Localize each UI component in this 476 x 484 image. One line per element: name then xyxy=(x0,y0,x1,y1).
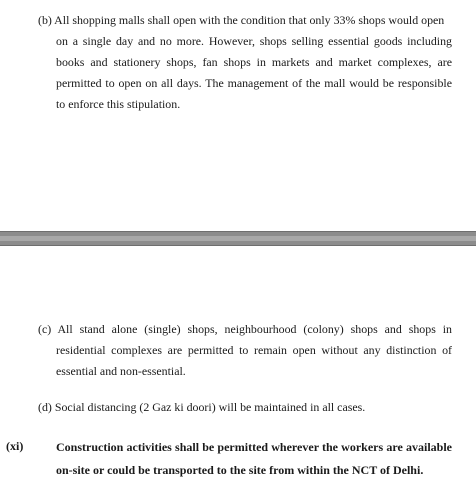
paragraph-c-first-line: (c) All stand alone (single) shops, neighbourhood (colony) shops and shops in xyxy=(38,322,452,336)
paragraph-c-continuation: residential complexes are permitted to remain open without any distinction of essential and non-essential. xyxy=(56,343,452,378)
page-separator xyxy=(0,231,476,246)
document-page-bottom xyxy=(0,246,476,484)
page-separator-inner xyxy=(0,236,476,241)
item-xi-text: Construction activities shall be permitted wherever the workers are available on-site or could be transported to the site from within the NCT of Delhi. xyxy=(56,440,452,477)
document-page-top xyxy=(0,0,476,231)
paragraph-b-continuation: on a single day and no more. However, shops selling essential goods including books and stationery shops, fan shops in markets and market complexes, are permitted to open on all days. The management of the mall would be responsible to enforce this stipulation. xyxy=(56,34,452,111)
item-xi-number: (xi) xyxy=(6,439,24,453)
paragraph-d: (d) Social distancing (2 Gaz ki doori) will be maintained in all cases. xyxy=(38,400,366,414)
paragraph-b-first-line: (b) All shopping malls shall open with the condition that only 33% shops would open xyxy=(38,13,445,27)
